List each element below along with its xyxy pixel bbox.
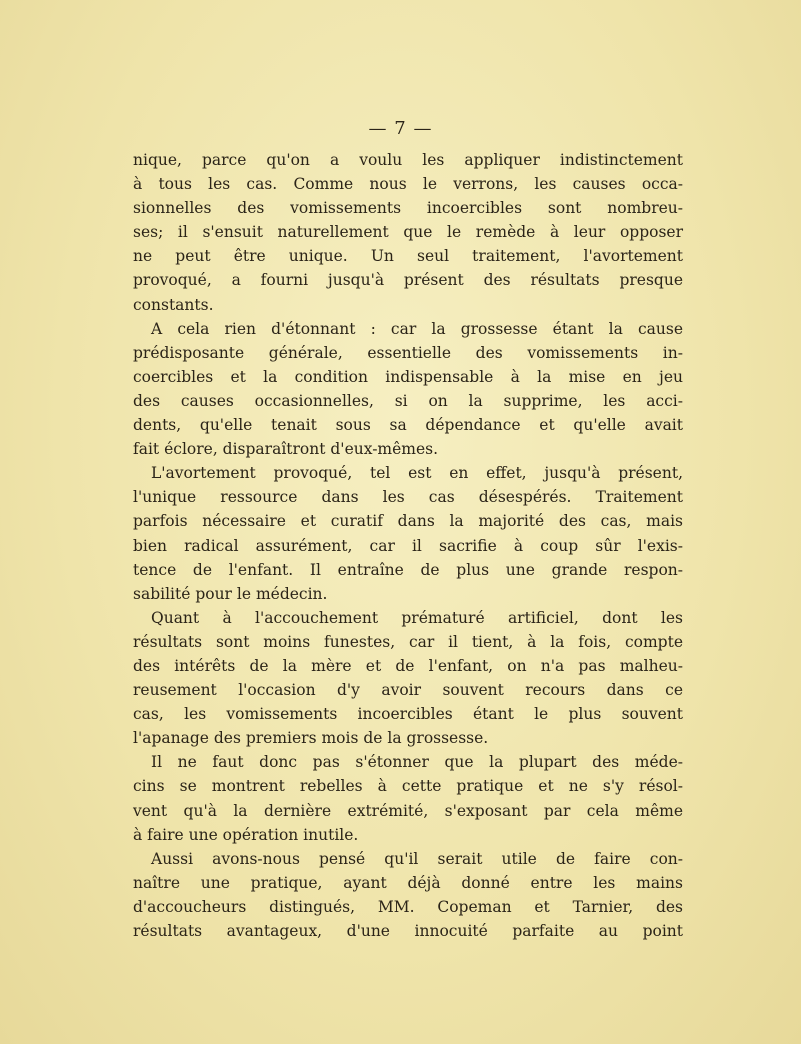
text-line: prédisposante générale, essentielle des vomissements in-	[133, 343, 683, 362]
text-line: ses; il s'ensuit naturellement que le remède à leur opposer	[133, 223, 683, 242]
text-line: tence de l'enfant. Il entraîne de plus une grande respon-	[133, 560, 683, 579]
text-line: reusement l'occasion d'y avoir souvent recours dans ce	[133, 681, 683, 700]
text-line: résultats sont moins funestes, car il tient, à la fois, compte	[133, 632, 683, 651]
text-line: ne peut être unique. Un seul traitement, l'avortement	[133, 247, 683, 266]
text-line: Il ne faut donc pas s'étonner que la plupart des méde-	[151, 753, 683, 772]
text-line: à tous les cas. Comme nous le verrons, les causes occa-	[133, 175, 683, 194]
text-line: cins se montrent rebelles à cette pratique et ne s'y résol-	[133, 777, 683, 796]
text-line: dents, qu'elle tenait sous sa dépendance et qu'elle avait	[133, 416, 683, 435]
text-line: sabilité pour le médecin.	[133, 584, 328, 603]
text-line: l'unique ressource dans les cas désespérés. Traitement	[133, 488, 683, 507]
text-line: parfois nécessaire et curatif dans la majorité des cas, mais	[133, 512, 683, 531]
page-number: — 7 —	[368, 118, 433, 139]
body-text	[133, 148, 683, 943]
text-line: sionnelles des vomissements incoercibles sont nombreu-	[133, 199, 683, 218]
text-line: vent qu'à la dernière extrémité, s'exposant par cela même	[133, 801, 683, 820]
text-line: naître une pratique, ayant déjà donné entre les mains	[133, 873, 683, 892]
text-line: à faire une opération inutile.	[133, 825, 359, 844]
text-line: résultats avantageux, d'une innocuité parfaite au point	[133, 922, 683, 940]
text-line: L'avortement provoqué, tel est en effet, jusqu'à présent,	[151, 464, 683, 483]
text-line: d'accoucheurs distingués, MM. Copeman et Tarnier, des	[133, 897, 683, 916]
text-line: constants.	[133, 295, 214, 314]
text-line: A cela rien d'étonnant : car la grossesse étant la cause	[151, 319, 683, 338]
text-line: des causes occasionnelles, si on la supprime, les acci-	[133, 391, 683, 410]
text-line: Quant à l'accouchement prématuré artificiel, dont les	[151, 608, 683, 627]
text-line: provoqué, a fourni jusqu'à présent des résultats presque	[133, 271, 683, 290]
text-line: l'apanage des premiers mois de la grossesse.	[133, 729, 489, 748]
text-line: cas, les vomissements incoercibles étant le plus souvent	[133, 705, 683, 724]
text-line: bien radical assurément, car il sacrifie à coup sûr l'exis-	[133, 536, 683, 555]
text-line: Aussi avons-nous pensé qu'il serait utile de faire con-	[151, 849, 683, 868]
text-line: des intérêts de la mère et de l'enfant, on n'a pas malheu-	[133, 656, 683, 675]
text-line: fait éclore, disparaîtront d'eux-mêmes.	[133, 440, 439, 459]
text-line: coercibles et la condition indispensable à la mise en jeu	[133, 367, 683, 386]
text-line: nique, parce qu'on a voulu les appliquer indistinctement	[133, 151, 683, 169]
